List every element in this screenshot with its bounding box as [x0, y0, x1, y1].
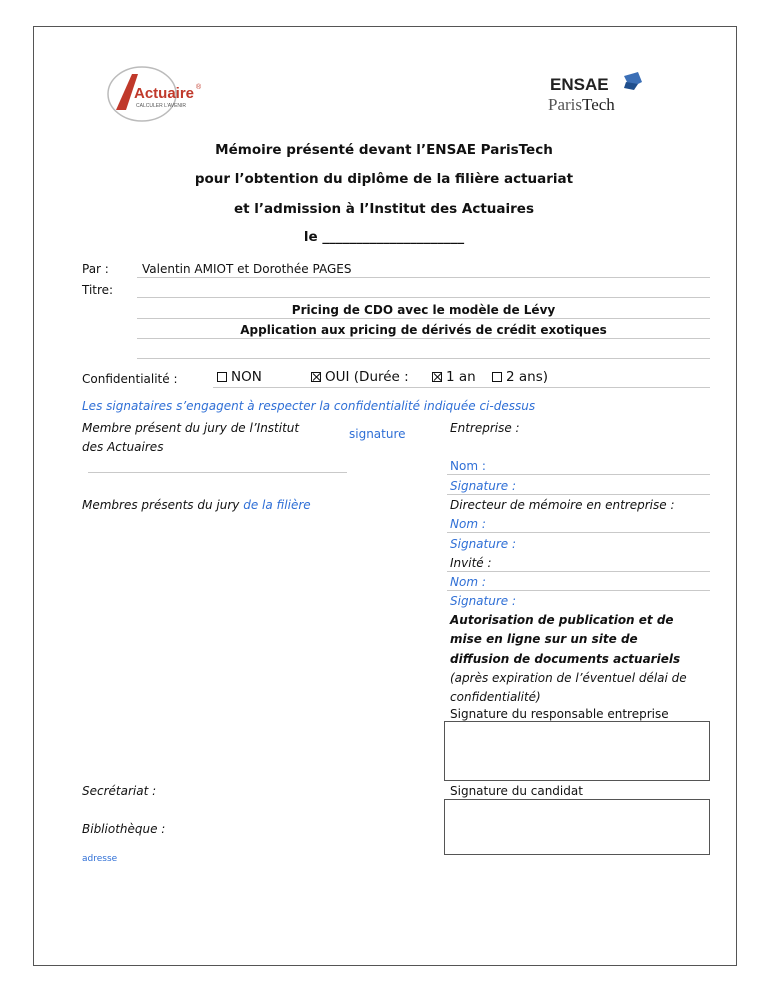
membre-institut-line-2: des Actuaires: [82, 440, 164, 454]
option-2-ans[interactable]: 2 ans): [492, 369, 548, 385]
signature-responsable-label: Signature du responsable entreprise: [450, 707, 669, 721]
signature-directeur: Signature :: [450, 537, 517, 551]
svg-text:ENSAE: ENSAE: [550, 75, 609, 94]
signature-label: signature: [349, 427, 406, 441]
membre-institut-line-1: Membre présent du jury de l’Institut: [82, 421, 300, 435]
signature-entreprise-underline: [447, 494, 710, 495]
nom-directeur-underline: [447, 532, 710, 533]
apres-line-2: confidentialité): [450, 690, 541, 704]
par-underline: [137, 277, 710, 278]
bibliotheque-label: Bibliothèque :: [82, 822, 166, 836]
invite-label: Invité :: [450, 556, 492, 570]
titre-line-1: Pricing de CDO avec le modèle de Lévy: [291, 303, 556, 317]
autorisation-line-3: diffusion de documents actuariels: [450, 652, 681, 666]
titre-underline-4: [137, 358, 710, 359]
signature-entreprise: Signature :: [450, 479, 517, 493]
autorisation-line-1: Autorisation de publication et de: [450, 613, 674, 627]
par-value: Valentin AMIOT et Dorothée PAGES: [142, 262, 352, 276]
heading-line-1: Mémoire présenté devant l’ENSAE ParisTech: [215, 142, 553, 158]
nom-invite-underline: [447, 590, 710, 591]
nom-invite: Nom :: [450, 575, 486, 589]
nom-entreprise-underline: [447, 474, 710, 475]
membres-filiere: Membres présents du jury de la filière: [82, 498, 311, 512]
checkbox-non[interactable]: [217, 372, 227, 382]
titre-underline-2: [137, 318, 710, 319]
option-non[interactable]: NON: [217, 369, 262, 385]
actuaire-logo: [104, 64, 224, 124]
signature-responsable-box[interactable]: [444, 721, 710, 781]
svg-text:®: ®: [196, 84, 202, 91]
signataires-note: Les signataires s’engagent à respecter la confidentialité indiquée ci-dessus: [82, 399, 536, 413]
signature-invite: Signature :: [450, 594, 517, 608]
svg-text:Actuaire: Actuaire: [134, 85, 195, 102]
heading-line-2: pour l’obtention du diplôme de la filière actuariat: [194, 171, 574, 187]
membre-underline: [88, 472, 347, 473]
checkbox-2-ans[interactable]: [492, 372, 502, 382]
svg-text:ParisTech: ParisTech: [548, 95, 615, 114]
heading-line-4: le _____________________: [303, 229, 465, 245]
titre-underline-3: [137, 338, 710, 339]
signature-candidat-label: Signature du candidat: [450, 784, 583, 798]
svg-text:CALCULER L'AVENIR: CALCULER L'AVENIR: [136, 103, 187, 109]
entreprise-label: Entreprise :: [450, 421, 520, 435]
confidentialite-underline: [213, 387, 710, 388]
par-label: Par :: [82, 262, 109, 276]
titre-underline-1: [137, 297, 710, 298]
titre-label: Titre:: [82, 283, 114, 297]
titre-line-2: Application aux pricing de dérivés de crédit exotiques: [240, 323, 607, 337]
heading-line-3: et l’admission à l’Institut des Actuaires: [233, 201, 534, 217]
autorisation-line-2: mise en ligne sur un site de: [450, 632, 638, 646]
option-oui[interactable]: OUI (Durée :: [311, 369, 409, 385]
checkbox-oui-checked[interactable]: [311, 372, 321, 382]
invite-underline: [447, 571, 710, 572]
checkbox-1-an-checked[interactable]: [432, 372, 442, 382]
directeur-label: Directeur de mémoire en entreprise :: [450, 498, 675, 512]
nom-entreprise: Nom :: [450, 459, 486, 473]
secretariat-label: Secrétariat :: [82, 784, 157, 798]
confidentialite-label: Confidentialité :: [82, 372, 178, 386]
ensae-paristech-logo: [546, 70, 666, 116]
option-1-an[interactable]: 1 an: [432, 369, 476, 385]
nom-directeur: Nom :: [450, 517, 486, 531]
adresse-link[interactable]: adresse: [82, 854, 118, 864]
apres-line-1: (après expiration de l’éventuel délai de: [450, 671, 687, 685]
signature-candidat-box[interactable]: [444, 799, 710, 855]
